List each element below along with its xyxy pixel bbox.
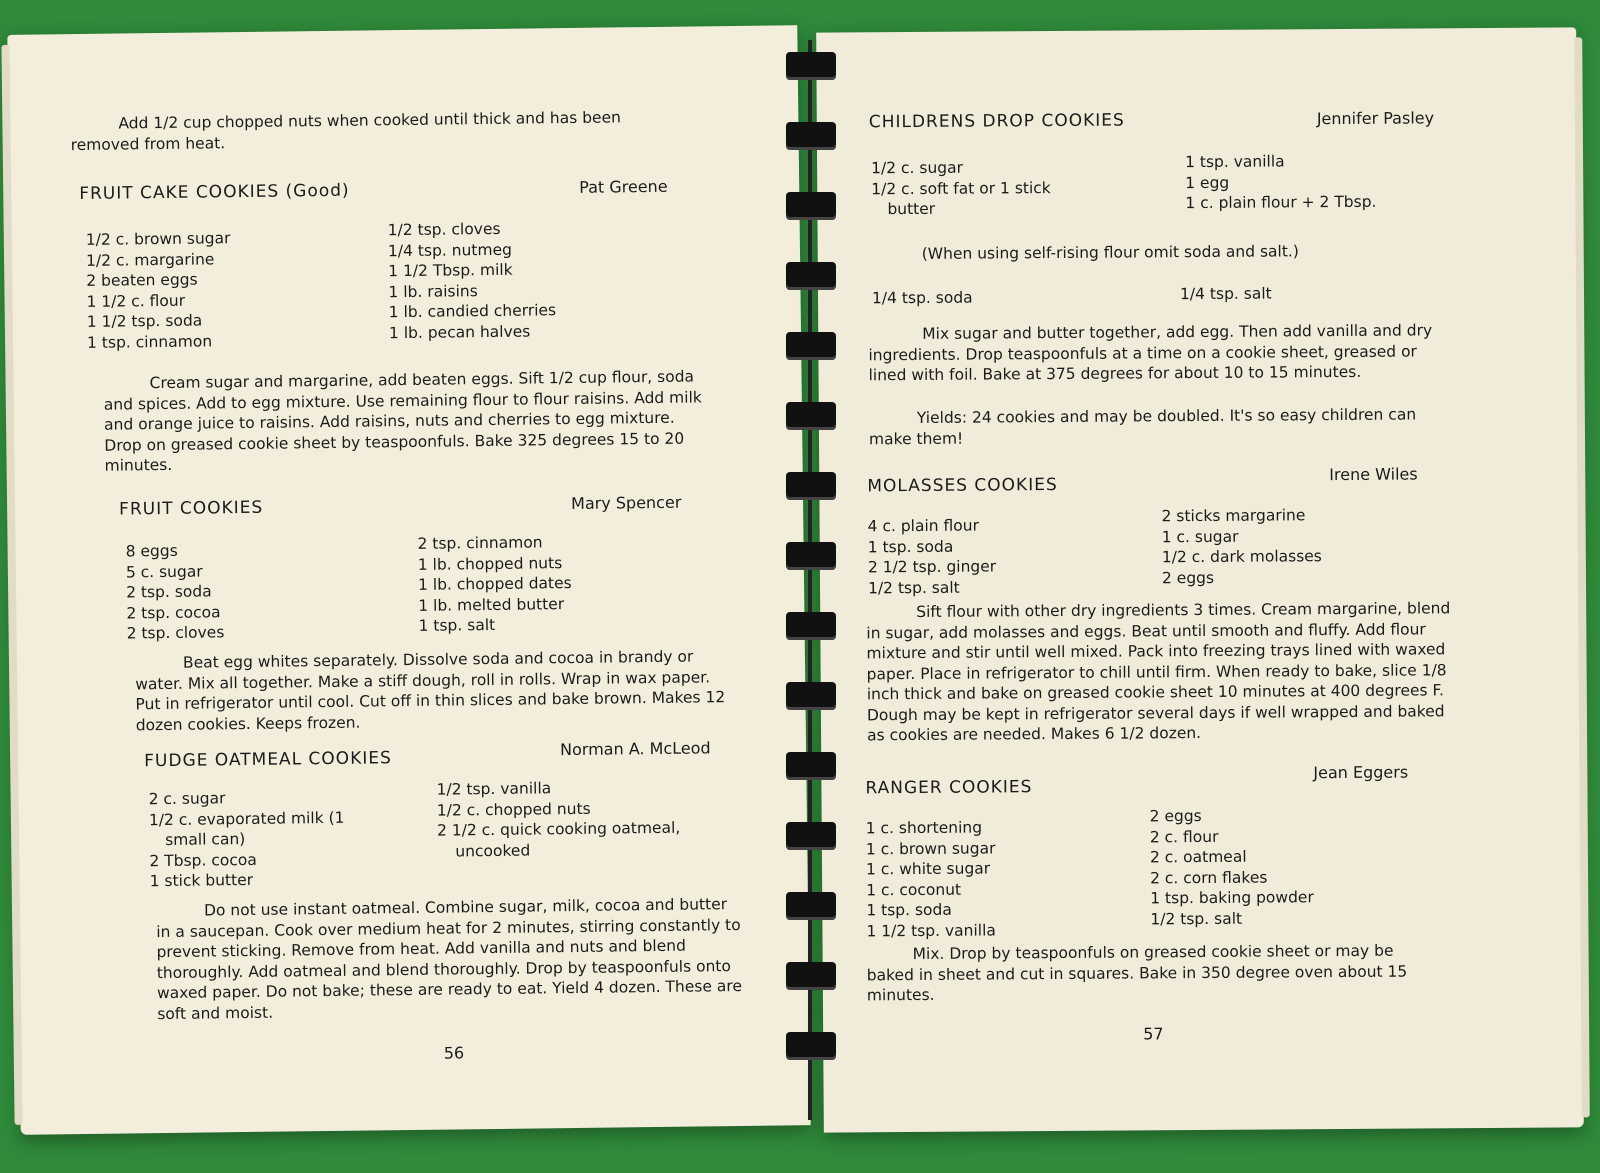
ingredient: 1 lb. pecan halves bbox=[388, 321, 531, 342]
ingredient: butter bbox=[887, 199, 936, 219]
ingredient: 1 tsp. vanilla bbox=[1185, 152, 1285, 172]
ingredient: 1/2 c. brown sugar bbox=[85, 229, 231, 249]
recipe-author: Pat Greene bbox=[579, 176, 668, 197]
right-page bbox=[816, 27, 1584, 1132]
ingredient: 1/2 c. dark molasses bbox=[1161, 547, 1322, 567]
ingredient: 1 c. coconut bbox=[866, 880, 962, 899]
ingredient: 2 sticks margarine bbox=[1161, 506, 1306, 526]
ingredient: 1 lb. chopped dates bbox=[417, 574, 572, 594]
page-number: 56 bbox=[443, 1043, 465, 1063]
intro-note: Add 1/2 cup chopped nuts when cooked until thick and has been removed from heat. bbox=[70, 108, 621, 154]
page-number: 57 bbox=[1143, 1024, 1164, 1044]
ingredient: 1 c. white sugar bbox=[865, 859, 991, 879]
ingredient: 2 1/2 c. quick cooking oatmeal, bbox=[436, 818, 681, 840]
ingredient: 1 tsp. salt bbox=[418, 615, 496, 635]
ingredient: 1/2 c. soft fat or 1 stick bbox=[871, 178, 1051, 198]
ingredient: small can) bbox=[165, 830, 246, 849]
ingredient: 1/4 tsp. salt bbox=[1179, 284, 1272, 304]
ingredient: 1 c. brown sugar bbox=[865, 838, 996, 858]
ingredient: 1/2 tsp. salt bbox=[867, 578, 960, 597]
ingredient: 2 Tbsp. cocoa bbox=[149, 850, 257, 870]
binding-ring bbox=[786, 472, 836, 500]
ingredient: 2 c. oatmeal bbox=[1149, 847, 1247, 867]
ingredient: uncooked bbox=[455, 841, 531, 860]
page-edge bbox=[1, 45, 22, 1125]
ingredient: 1/2 tsp. vanilla bbox=[436, 779, 552, 799]
binding-ring bbox=[786, 192, 836, 220]
ingredient: 1 c. plain flour + 2 Tbsp. bbox=[1185, 192, 1377, 213]
recipe-title: FRUIT COOKIES bbox=[118, 497, 264, 520]
ingredient: 1/2 c. chopped nuts bbox=[436, 799, 591, 820]
binding-ring bbox=[786, 962, 836, 990]
binding-ring bbox=[786, 892, 836, 920]
ingredients-left bbox=[868, 515, 997, 598]
binding-ring bbox=[786, 262, 836, 290]
ingredients-right bbox=[1161, 505, 1322, 588]
ingredients-left bbox=[866, 817, 996, 941]
recipe-title: FUDGE OATMEAL COOKIES bbox=[144, 748, 392, 772]
recipe-author: Jennifer Pasley bbox=[1316, 108, 1435, 129]
ingredient: 2 c. flour bbox=[1149, 827, 1219, 846]
recipe-yields: Yields: 24 cookies and may be doubled. It's so easy children can make them! bbox=[868, 405, 1417, 448]
ingredient: 1 1/2 tsp. soda bbox=[86, 311, 203, 331]
ingredient: 2 tsp. cloves bbox=[126, 623, 225, 643]
ingredients-left bbox=[149, 787, 346, 892]
binding-ring bbox=[786, 822, 836, 850]
recipe-title: RANGER COOKIES bbox=[865, 777, 1033, 799]
recipe-author: Irene Wiles bbox=[1329, 464, 1418, 485]
recipe-title: MOLASSES COOKIES bbox=[867, 474, 1058, 497]
ingredient: 2 c. sugar bbox=[148, 789, 226, 809]
left-page bbox=[7, 25, 810, 1135]
binding-ring bbox=[786, 402, 836, 430]
binding-ring bbox=[786, 52, 836, 80]
ingredient: 2 tsp. soda bbox=[126, 582, 212, 602]
ingredient: 1 tsp. cinnamon bbox=[86, 331, 213, 352]
binding-ring bbox=[786, 542, 836, 570]
page-edge bbox=[1574, 37, 1590, 1117]
ingredient: 2 tsp. cinnamon bbox=[417, 533, 543, 553]
ingredient: 1 lb. melted butter bbox=[418, 594, 565, 615]
ingredients-right bbox=[1150, 805, 1314, 929]
recipe-title: FRUIT CAKE COOKIES (Good) bbox=[79, 180, 350, 204]
ingredient: 2 c. corn flakes bbox=[1150, 868, 1268, 887]
ingredient: 1 stick butter bbox=[149, 870, 254, 891]
recipe-directions: Mix sugar and butter together, add egg. Then add vanilla and dry ingredients. Drop teaspoonfuls at a time on a cookie sheet, greased or lined with foil. Bake at 375 degrees for about 10 to 15 minutes. bbox=[868, 321, 1433, 385]
ingredients-right bbox=[417, 532, 572, 636]
ingredients-right bbox=[436, 777, 680, 862]
recipe-note: (When using self-rising flour omit soda and salt.) bbox=[921, 242, 1299, 263]
ingredient: 1/4 tsp. soda bbox=[871, 288, 973, 308]
ingredient: 1 egg bbox=[1185, 173, 1230, 192]
ingredient: 1 c. shortening bbox=[865, 818, 983, 838]
ingredients-left bbox=[126, 540, 225, 644]
recipe-directions: Cream sugar and margarine, add beaten eggs. Sift 1/2 cup flour, soda and spices. Add to egg mixture. Use remaining flour to flour raisins. Add milk and orange juice to raisins. Add raisins, nuts and cherries to egg mixture. Drop on greased cookie sheet by teaspoonfuls. Bake 325 degrees 15 to 20 minutes. bbox=[103, 367, 702, 475]
binding-ring bbox=[786, 332, 836, 360]
binding-ring bbox=[786, 612, 836, 640]
ingredient: 1/2 c. sugar bbox=[871, 158, 964, 178]
ingredient: 1 1/2 c. flour bbox=[86, 291, 186, 311]
ingredient: 1 lb. chopped nuts bbox=[417, 553, 563, 574]
ingredient: 2 beaten eggs bbox=[86, 270, 198, 290]
recipe-author: Mary Spencer bbox=[570, 492, 682, 514]
ingredients-left bbox=[871, 157, 1051, 220]
ingredient: 1/2 c. margarine bbox=[85, 249, 215, 270]
ingredient: 2 eggs bbox=[1149, 806, 1202, 826]
recipe-directions: Beat egg whites separately. Dissolve soda and cocoa in brandy or water. Mix all together. Make a stiff dough, roll in rolls. Wrap in wax paper. Put in refrigerator until cool. Cut off in thin slices and bake brown. Makes 12 dozen cookies. Keeps frozen. bbox=[135, 647, 726, 734]
binding-ring bbox=[786, 752, 836, 780]
ingredient: 1 tsp. soda bbox=[866, 900, 952, 920]
ingredient: 1 lb. candied cherries bbox=[388, 301, 557, 322]
ingredient: 1 1/2 Tbsp. milk bbox=[388, 260, 513, 281]
binding-ring bbox=[786, 122, 836, 150]
ingredient: 2 eggs bbox=[1161, 568, 1215, 587]
ingredient: 1/2 tsp. salt bbox=[1150, 909, 1243, 928]
recipe-author: Norman A. McLeod bbox=[559, 738, 711, 760]
ingredient: 2 tsp. cocoa bbox=[126, 602, 221, 622]
recipe-directions: Mix. Drop by teaspoonfuls on greased cookie sheet or may be baked in sheet and cut in squares. Bake in 350 degree oven about 15 minutes. bbox=[866, 941, 1408, 1005]
ingredients-right bbox=[1185, 151, 1377, 214]
ingredient: 1 tsp. baking powder bbox=[1150, 888, 1314, 908]
ingredient: 2 1/2 tsp. ginger bbox=[867, 557, 997, 577]
ingredient: 1/2 c. evaporated milk (1 bbox=[148, 808, 345, 829]
binding-ring bbox=[786, 1032, 836, 1060]
ingredient: 1 tsp. soda bbox=[867, 537, 954, 556]
ingredient: 1/2 tsp. cloves bbox=[387, 219, 501, 240]
ingredient: 1 1/2 tsp. vanilla bbox=[866, 920, 996, 940]
recipe-directions: Sift flour with other dry ingredients 3 times. Cream margarine, blend in sugar, add molasses and eggs. Beat until smooth and fluffy. Add flour mixture and stir until well mixed. Pack into freezing trays lined with waxed paper. Place in refrigerator to chill until firm. When ready to bake, slice 1/8 inch thick and bake on greased cookie sheet 10 minutes at 400 degrees F. Dough may be kept in refrigerator several days if well wrapped and baked as cookies are needed. Makes 6 1/2 dozen. bbox=[866, 599, 1451, 745]
recipe-directions: Do not use instant oatmeal. Combine sugar, milk, cocoa and butter in a saucepan. Cook over medium heat for 2 minutes, stirring constantly to prevent sticking. Remove from heat. Add vanilla and nuts and blend thoroughly. Add oatmeal and blend thoroughly. Drop by teaspoonfuls onto waxed paper. Do not bake; these are ready to eat. Yield 4 dozen. These are soft and moist. bbox=[156, 895, 743, 1023]
spiral-binding bbox=[780, 40, 840, 1120]
ingredient: 5 c. sugar bbox=[125, 562, 203, 581]
ingredients-right bbox=[388, 218, 557, 343]
recipe-title: CHILDRENS DROP COOKIES bbox=[868, 110, 1125, 133]
binding-ring bbox=[786, 682, 836, 710]
ingredient: 4 c. plain flour bbox=[867, 516, 979, 536]
recipe-author: Jean Eggers bbox=[1313, 762, 1409, 783]
ingredient: 1 c. sugar bbox=[1161, 527, 1239, 546]
ingredient: 1 lb. raisins bbox=[388, 281, 478, 301]
ingredients-left bbox=[86, 228, 232, 353]
ingredient: 8 eggs bbox=[125, 541, 178, 561]
ingredient: 1/4 tsp. nutmeg bbox=[387, 240, 512, 260]
